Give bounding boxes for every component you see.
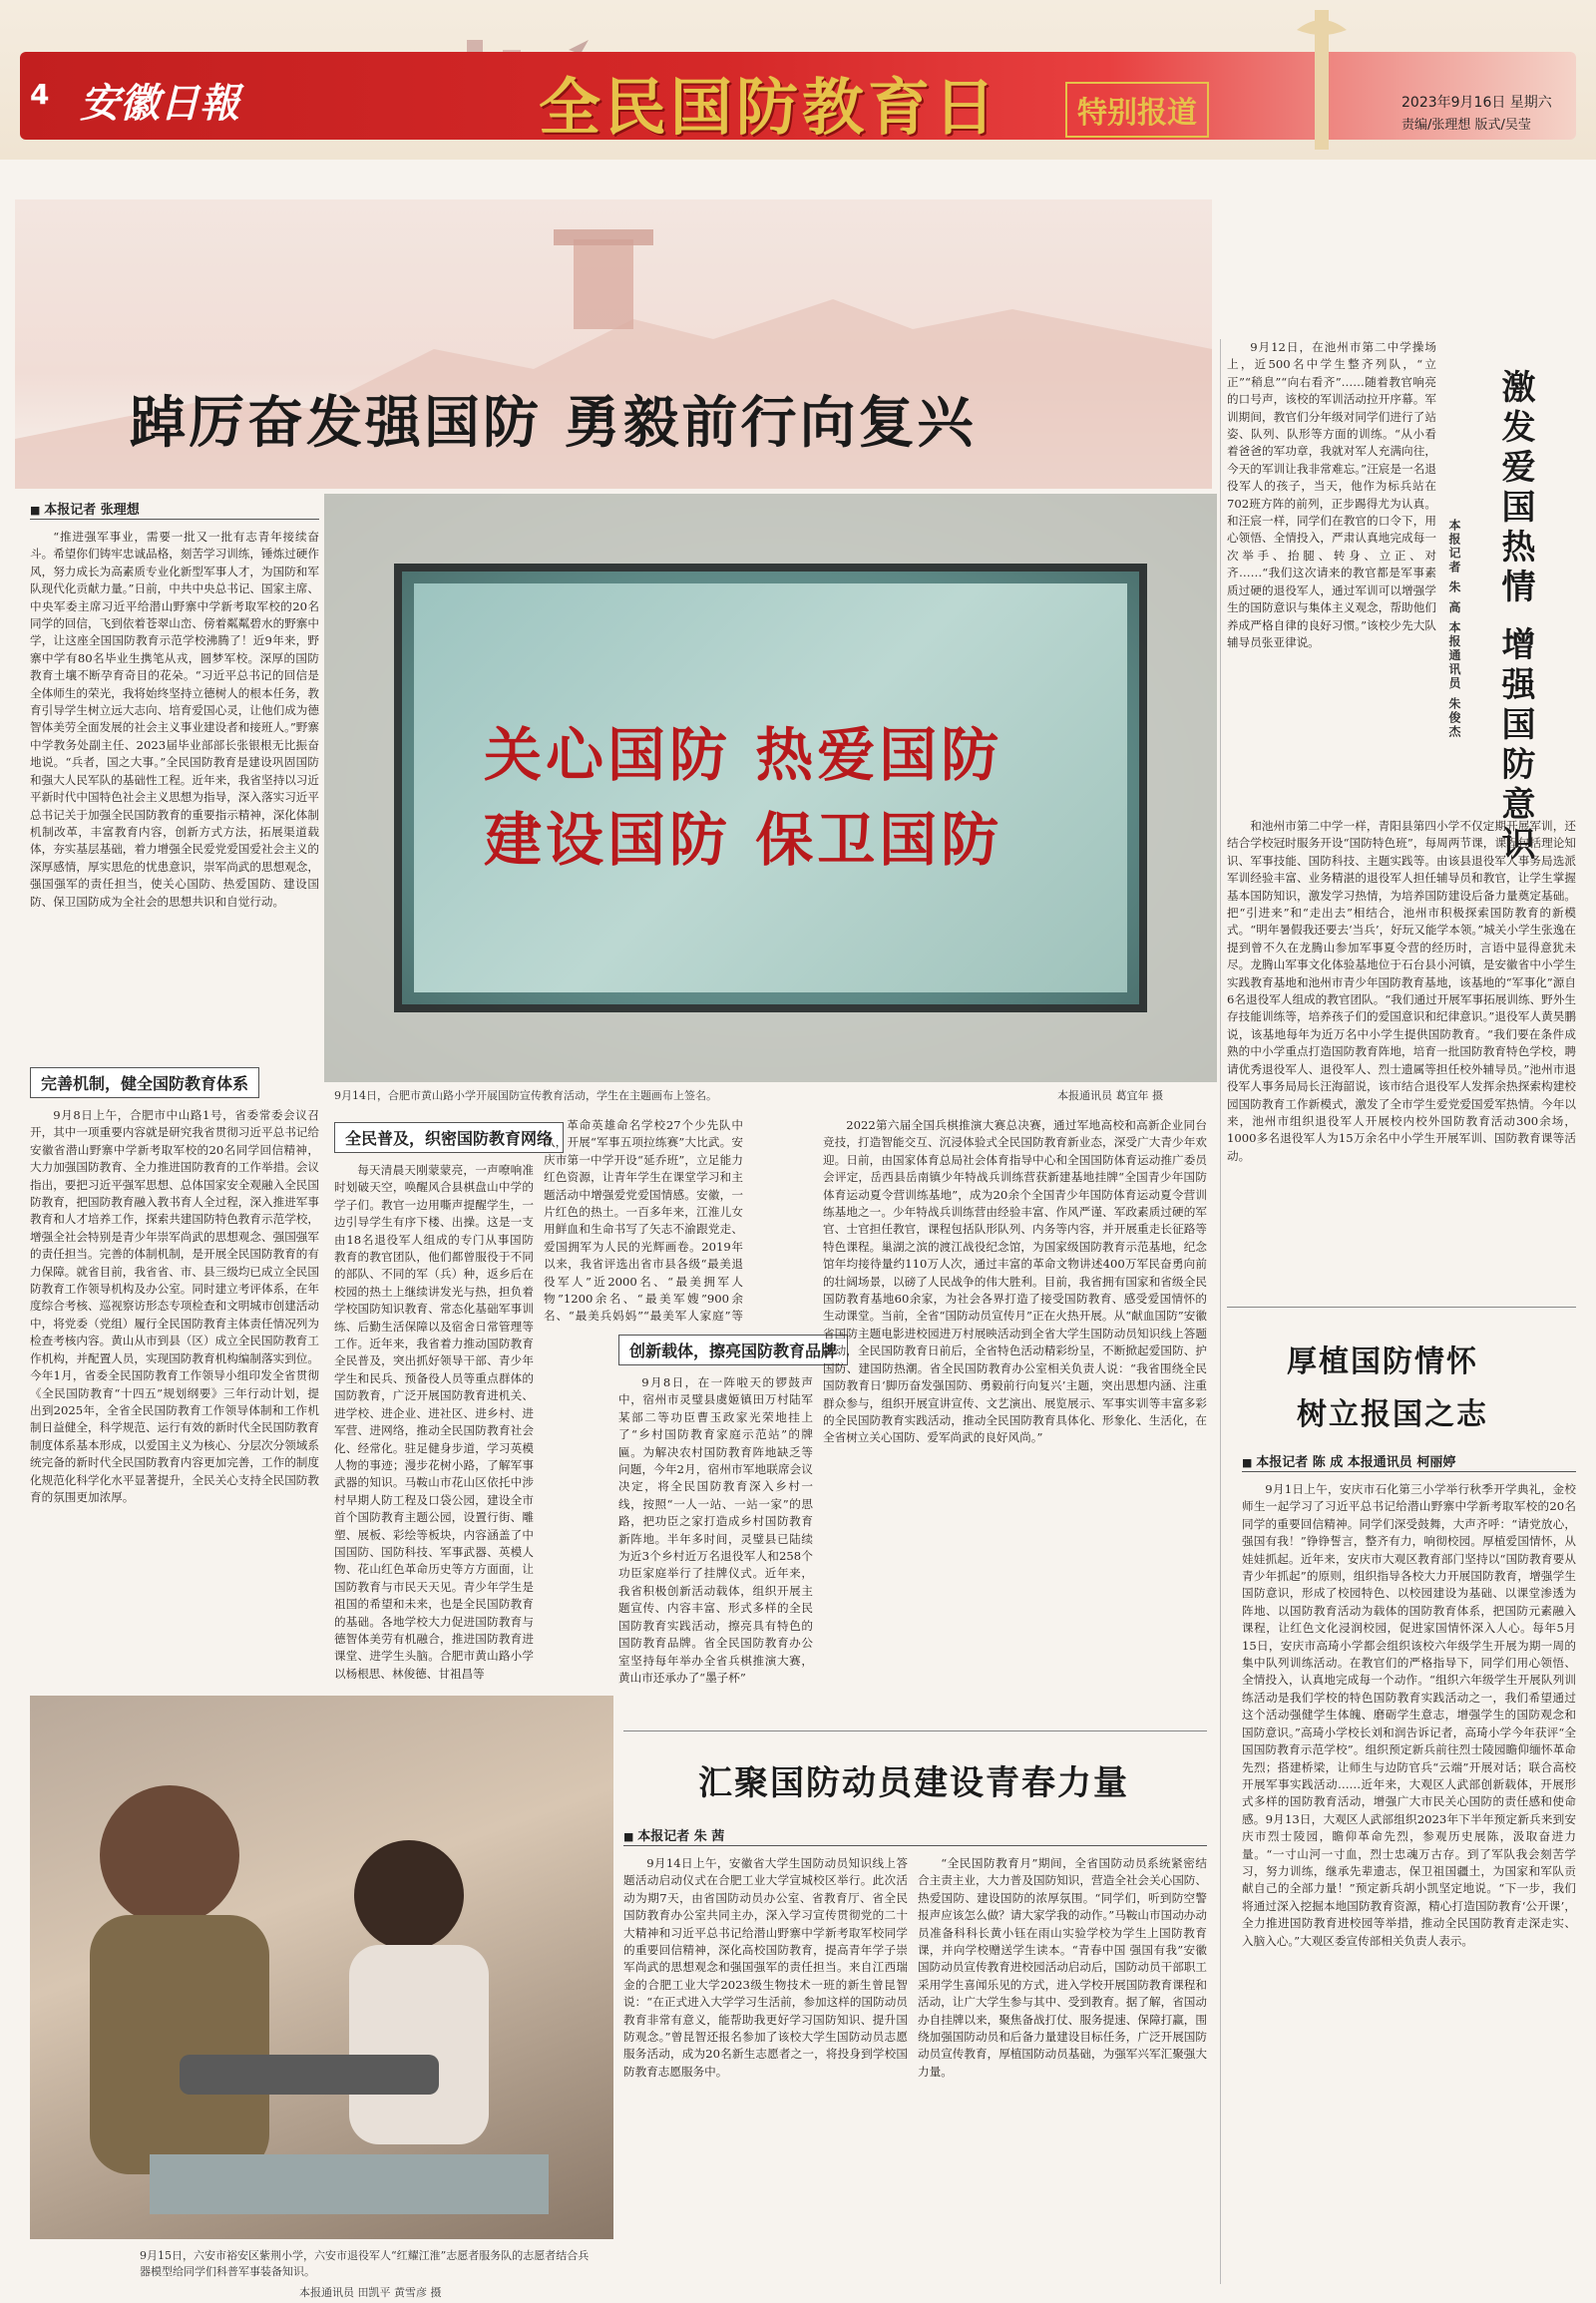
main-column-1b: 9月8日上午，合肥市中山路1号，省委常委会议召开，其中一项重要内容就是研究我省贯彻习近平总书记给安徽省潜山野寨中学新考取军校的20名同学回信精神，大力加强国防教育、全力推进国防教育的工作举措。会议指出，要把习近平强军思想、总体国家安全观融入全民国防教育，把国防教育融入教书育人全过程，深入推进军事教育和人才培养工作，探索共建国防特色教育示范学校，增强全社会特别是青少年崇军尚武的思想观念、强国强军的责任担当。完善的体制机制，是开展全民国防教育的有力保障。就省目前，我省省、市、县三级均已成立全民国防教育工作领导机构及办公室。同时建立考评体系，在年度综合考核、巡视察访形态专项检查和文明城市创建活动中，将党委（党组）履行全民国防教育主体责任情况列为检查考核内容。黄山从市到县（区）成立全民国防教育工作机构，并配置人员，实现国防教育机构编制落实到位。今年1月，省委全民国防教育工作领导小组印发全省贯彻《全民国防教育“十四五”规划纲要》三年行动计划，提出到2025年，全省全民国防教育工作领导体制和工作机制日益健全，科学规范、运行有效的新时代全民国防教育制度体系基本形成，以爱国主义为核心、分层次分领域系统完备的新时代全民国防教育内容更加完善，工作的制度化规范化科学化水平显著提升，全民关心支持全民国防教育的氛围更加浓厚。 <box>30 1108 319 1504</box>
right-bottom-headline-2: 树立报国之志 <box>1297 1397 1488 1432</box>
paper-logo: 安徽日報 <box>80 80 239 127</box>
masthead <box>0 0 1596 160</box>
bottom-section-divider <box>623 1730 1207 1731</box>
right-top-headline-text: 激发爱国热情 增强国防意识 <box>1495 369 1535 866</box>
volunteer-photo <box>30 1696 613 2239</box>
bottom-column-a: 9月14日上午，安徽省大学生国防动员知识线上答题活动启动仪式在合肥工业大学宣城校区举行。此次活动为期7天，由省国防动员办公室、省教育厅、省全民国防教育办公室共同主办，深入学习宣传贯彻党的二十大精神和习近平总书记给潜山野寨中学新考取军校同学的重要回信精神，深化高校国防教育，提高青年学子崇军尚武的思想观念和强国强军的责任担当。来自江西瑞金的合肥工业大学2023级生物技术一班的新生曾昆智说：“在正式进入大学学习生活前，参加这样的国防动员教育非常有意义，能帮助我更好学习国防知识、提升国防观念。”曾昆智还报名参加了该校大学生国防动员志愿服务活动，成为20名新生志愿者之一，将投身到学校国防教育志愿服务中。 <box>623 1856 908 2079</box>
main-headline: 踔厉奋发强国防 勇毅前行向复兴 <box>130 391 977 456</box>
main-column-4: 2022第六届全国兵棋推演大赛总决赛，通过军地高校和高新企业同台竞技，打造智能交互、沉浸体验式全民国防教育新业态，深受广大青少年欢迎。日前，由国家体育总局社会体育指导中心和全国国防体育运动推广委员会评定，岳西县岳南镇少年特战兵训练营获新建基地挂牌“全国青少年国防体育运动夏令营训练基地”，成为20余个全国青少年国防体育运动夏令营训练基地之一。少年特战兵训练营由经验丰富、作风严谨、军政素质过硬的军官、士官担任教官，课程包括队形队列、内务等内容，并开展重走长征路等特色课程。巢湖之滨的渡江战役纪念馆，为国家级国防教育示范基地，纪念馆年均接待量约110万人次，通过丰富的革命文物讲述400万军民奋勇向前的壮阔场景，以磅了人民战争的伟大胜利。目前，我省拥有国家和省级全民国防教育基地60余家，为社会各界打造了接受国防教育、感受爱国情怀的生动课堂。当前，全省“国防动员宣传月”正在火热开展。从“献血国防”安徽省国防主题电影进校园进万村展映活动到全省大学生国防动员知识线上答题活动，全民国防教育日前后，全省特色活动精彩纷呈，不断掀起爱国防、护国防、建国防热潮。省全民国防教育办公室相关负责人说：“我省围绕全民国防教育日‘脚历奋发强国防、勇毅前行向复兴’主题，突出思想内涵、注重群众参与，组织开展宣讲宣传、文艺演出、展览展示、军事实训等丰富多彩的全民国防教育实践活动，推动全民国防教育具体化、形象化、生活化，在全省树立关心国防、爱军尚武的良好风尚。” <box>823 1118 1207 1445</box>
main-photo-caption: 9月14日，合肥市黄山路小学开展国防宣传教育活动，学生在主题画布上签名。 <box>334 1089 717 1102</box>
subhead-3: 创新载体，擦亮国防教育品牌 <box>618 1335 848 1365</box>
issue-date: 2023年9月16日 星期六 <box>1401 95 1552 111</box>
volunteer-photo-caption: 9月15日，六安市裕安区紫荆小学，六安市退役军人“红耀江淮”志愿者服务队的志愿者结合兵器模型给同学们科普军事装备知识。 <box>140 2249 590 2278</box>
byline-rule <box>30 519 319 520</box>
bottom-column-b: “全民国防教育月”期间，全省国防动员系统紧密结合主责主业，大力普及国防知识，营造全社会关心国防、热爱国防、建设国防的浓厚氛围。“同学们，听到防空警报声应该怎么做？请大家学我的动作。”马鞍山市国动办动员准备科科长黄小钰在雨山实验学校为学生上国防教育课，并向学校赠送学生读本。“青春中国 强国有我”安徽国防动员宣传教育进校园活动启动后，国防动员干部职工采用学生喜闻乐见的方式，进入学校开展国防教育课程和活动，让广大学生参与其中、受到教育。据了解，省国动办自挂牌以来，聚焦备战打仗、服务提速、保障打赢，围绕加强国防动员和后备力量建设目标任务，广泛开展国防动员宣传教育，厚植国防动员基础，为强军兴军汇聚强大力量。 <box>918 1856 1207 2079</box>
right-top-byline <box>1446 519 1476 739</box>
right-top-headline <box>1491 369 1551 866</box>
right-bottom-headline-1: 厚植国防情怀 <box>1287 1344 1478 1379</box>
right-bottom-byline: ■ 本报记者 陈 成 本报通讯员 柯丽婷 <box>1242 1451 1455 1470</box>
main-byline: ■ 本报记者 张理想 <box>30 499 140 518</box>
page-number: 4 <box>30 78 50 111</box>
photo-slogan-2: 建设国防 保卫国防 <box>484 806 1003 874</box>
main-photo-credit: 本报通讯员 葛宜年 摄 <box>1057 1089 1163 1102</box>
main-column-2: 每天清晨天刚蒙蒙亮，一声嘹响准时划破天空，唤醒风合县棋盘山中学的学子们。教官一边用嘶声提醒学生，一边引导学生有序下楼、出操。这是一支由18名退役军人组成的专门从事国防教育的教官团队，他们都曾服役于不同的部队、不同的军（兵）种，返乡后在校园的热土上继续讲发光与热，担负着学校国防知识教育、常态化基础军事训练、后勤生活保障以及宿舍日常管理等工作。近年来，我省着力推动国防教育全民普及，突出抓好领导干部、青少年学生和民兵、预备役人员等重点群体的国防教育，广泛开展国防教育进机关、进学校、进企业、进社区、进乡村、进军营、进网络，推动全民国防教育社会化、经常化。驻足健身步道，学习英模人物的事迹；漫步花树小路，了解军事武器的知识。马鞍山市花山区依托中涉村早期人防工程及口袋公园，建设全市首个国防教育主题公园，设置行街、雕塑、展板、彩绘等板块，内容涵盖了中国国防、国防科技、军事武器、英模人物、花山红色革命历史等方方面面，让国防教育与市民天天见。青少年学生是祖国的希望和未来，也是全民国防教育的基础。各地学校大力促进国防教育与德智体美劳有机融合，推进国防教育进课堂、进学生头脑。合肥市黄山路小学以杨根思、林俊德、甘祖昌等 <box>334 1163 534 1681</box>
bottom-byline-rule <box>623 1845 1207 1846</box>
bottom-byline: ■ 本报记者 朱 茜 <box>623 1825 724 1844</box>
right-column-divider <box>1220 339 1221 2284</box>
subhead-1: 完善机制，健全国防教育体系 <box>30 1067 259 1098</box>
main-column-1: “推进强军事业，需要一批又一批有志青年接续奋斗。希望你们铸牢忠诚品格，刻苦学习训练，锤炼过硬作风，努力成长为高素质专业化新型军事人才，为国防和军队现代化贡献力量。”日前，中共中央总书记、国家主席、中央军委主席习近平给潜山野寨中学新考取军校的20名同学的回信，飞到依着苍翠山峦、傍着粼粼碧水的野寨中学，让这座全国国防教育示范学校沸腾了！近9年来，野寨中学有80名毕业生携笔从戎，圆梦军校。深厚的国防教育土壤不断孕育奇目的花朵。“习近平总书记的回信是全体师生的荣光，我将始终坚持立德树人的根本任务，教育引导学生树立远大志向、培育爱国心灵，让他们成为德智体美劳全面发展的社会主义事业建设者和接班人。”野寨中学教务处副主任、2023届毕业部部长张银根无比振奋地说。“兵者，国之大事。”全民国防教育是建设巩固国防和强大人民军队的基础性工程。近年来，我省坚持以习近平新时代中国特色社会主义思想为指导，深入落实习近平总书记关于加强全民国防教育的重要指示精神，深化体制机制改革，丰富教育内容，创新方式方法，拓展渠道载体，夯实基层基础，着力增强全民爱党爱国爱社会主义的深厚感情，厚实思危的忧患意识，崇军尚武的思想观念，强国强军的责任担当，使关心国防、热爱国防、建设国防、保卫国防成为全社会的思想共识和自觉行动。 <box>30 530 319 909</box>
special-report-tag: 特别报道 <box>1065 82 1209 138</box>
main-photo <box>324 494 1217 1082</box>
main-column-3: 革命英雄命名学校27个少先队中队，开展“军事五项拉练赛”大比武。安庆市第一中学开设“延乔班”，立足能力红色资源，让青年学生在课堂学习和主题活动中增强爱党爱国情感。安徽，一片红色的热土。一百多年来，江淮儿女用鲜血和生命书写了矢志不渝跟党走、爱国拥军为人民的光辉画卷。2019年以来，我省评选出省市县各级“最美退役军人”近2000名、“最美拥军人物”1200余名、“最美军嫂”900余名、“最美兵妈妈”“最美军人家庭”等 <box>544 1118 743 1324</box>
right-top-text-a: 9月12日，在池州市第二中学操场上，近500名中学生整齐列队，“立正”“稍息”“向右看齐”……随着教官响亮的口号声，该校的军训活动拉开序幕。军训期间，教官们分年级对同学们进行了站姿、队列、队形等方面的训练。“从小看着爸爸的军功章，我就对军人充满向往，今天的军训让我非常难忘。”汪宸是一名退役军人的孩子，当天，他作为标兵站在702班方阵的前列，正步踢得尤为认真。和汪宸一样，同学们在教官的口令下，用心领悟、全情投入，严肃认真地完成每一次举手、抬腿、转身、立正、对齐……“我们这次请来的教官都是军事素质过硬的退役军人，通过军训可以增强学生的国防意识与集体主义观念，帮助他们养成严格自律的良好习惯。”该校少先大队辅导员张亚律说。 <box>1227 340 1436 649</box>
volunteer-photo-credit: 本报通讯员 田凯平 黄雪彦 摄 <box>299 2286 442 2299</box>
section-title: 全民国防教育日 <box>539 71 1000 144</box>
main-column-3b: 9月8日，在一阵啦天的锣鼓声中，宿州市灵璧县虞姬镇田万村陆军某部二等功臣曹玉政家光荣地挂上了“乡村国防教育家庭示范站”的牌匾。为解决农村国防教育阵地缺乏等问题，今年2月，宿州市军地联席会议决定，将全民国防教育深入乡村一线，按照“一人一站、一站一家”的思路，把功臣之家打造成乡村国防教育新阵地。半年多时间，灵璧县已陆续为近3个乡村近万名退役军人和258个功臣家庭举行了挂牌仪式。近年来，我省积极创新活动载体，组织开展主题宣传、内容丰富、形式多样的全民国防教育实践活动，擦亮具有特色的国防教育品牌。省全民国防教育办公室坚持每年举办全省兵棋推演大赛，黄山市还承办了“墨子杯” <box>618 1375 813 1685</box>
bottom-headline: 汇聚国防动员建设青春力量 <box>698 1763 1129 1803</box>
editors: 责编/张理想 版式/吴莹 <box>1401 118 1531 133</box>
right-bottom-text: 9月1日上午，安庆市石化第三小学举行秋季开学典礼，金校师生一起学习了习近平总书记给潜山野寨中学新考取军校的20名同学的重要回信精神。同学们深受鼓舞，大声齐呼：“请党放心，强国有我！”铮铮誓言，整齐有力，响彻校园。厚植爱国情怀，从娃娃抓起。近年来，安庆市大观区教育部门坚持以“国防教育要从青少年抓起”的原则，组织指导各校大力开展国防教育，增强学生国防意识，形成了校园特色、以校园建设为基础、以课堂渗透为阵地、以国防教育活动为载体的国防教育体系，把国防元素融入课程，让红色文化浸润校园，促进家国情怀深入人心。每年5月15日，安庆市高琦小学都会组织该校六年级学生开展为期一周的集中队列训练活动。在教官们的严格指导下，同学们用心领悟、全情投入，认真地完成每一个动作。“组织六年级学生开展队列训练活动是我们学校的特色国防教育实践活动之一，我们希望通过这个活动强健学生体魄、磨砺学生意志，增强学生的国防观念和国防意识。”高琦小学校长刘和润告诉记者，高琦小学今年获评“全国国防教育示范学校”。组织预定新兵前往烈士陵园瞻仰缅怀革命先烈；搭建桥梁，让师生与边防官兵“云端”开展对话；联合高校开展军事实践活动……近年来，大观区人武部创新载体，开展形式多样的国防教育活动，增强广大市民关心国防的责任感和使命感。9月13日，大观区人武部组织2023年下半年预定新兵来到安庆市烈士陵园，瞻仰革命先烈，参观历史展陈，汲取奋进力量。“一寸山河一寸血，烈士忠魂万古存。到了军队我会刻苦学习，努力训练，继承先辈遗志，保卫祖国疆土，为国家和军队贡献自己的全部力量！”预定新兵胡小凯坚定地说。“下一步，我们将通过深入挖掘本地国防教育资源，精心打造国防教育‘公开课’，全力推进国防教育进校园等举措，推动全民国防教育走深走实、入脑入心。”大观区委宣传部相关负责人表示。 <box>1242 1482 1576 1948</box>
subhead-2: 全民普及，织密国防教育网络 <box>334 1122 564 1153</box>
photo-slogan-1: 关心国防 热爱国防 <box>484 721 1003 789</box>
right-section-divider <box>1227 1307 1576 1308</box>
tiananmen-decoration <box>1277 10 1367 150</box>
right-top-text-b: 和池州市第二中学一样，青阳县第四小学不仅定期开展军训，还结合学校冠时服务开设“国防特色班”，每周两节课，课程包括理论知识、军事技能、国防科技、主题实践等。由该县退役军人事务局选派军训经验丰富、业务精湛的退役军人担任辅导员和教官，让学生掌握基本国防知识，激发学习热情，为培养国防建设后备力量奠定基础。把“引进来”和“走出去”相结合，池州市积极探索国防教育的新模式。“明年暑假我还要去‘当兵’，好玩又能学本领。”城关小学生张逸在提到曾不久在龙腾山参加军事夏令营的经历时，言语中显得意犹未尽。龙腾山军事文化体验基地位于石台县小河镇，是安徽省中小学生实践教育基地和池州市青少年国防教育基地，该基地的“军事化”源自6名退役军人组成的教官团队。“我们通过开展军事拓展训练、野外生存技能训练等，培养孩子们的爱国意识和纪律意识。”退役军人黄昊鹏说，该基地每年为近万名中小学生提供国防教育。“我们要在条件成熟的中小学重点打造国防教育阵地，培育一批国防教育特色学校，聘请优秀退役军人、退役军人、烈士遗属等担任校外辅导员。”池州市退役军人事务局局长汪海韶说，该市结合退役军人发挥余热探索构建校园国防教育工作新模式，激发了全市学生爱党爱国爱军热情。今年以来，池州市组织退役军人开展校内校外国防教育活动300余场，1000多名退役军人为15万余名中小学生开展军训、国防教育课等活动。 <box>1227 819 1576 1163</box>
right-top-byline-text: 本报记者 朱 高 本报通讯员 朱俊杰 <box>1447 519 1461 739</box>
right-bottom-byline-rule <box>1242 1471 1576 1472</box>
